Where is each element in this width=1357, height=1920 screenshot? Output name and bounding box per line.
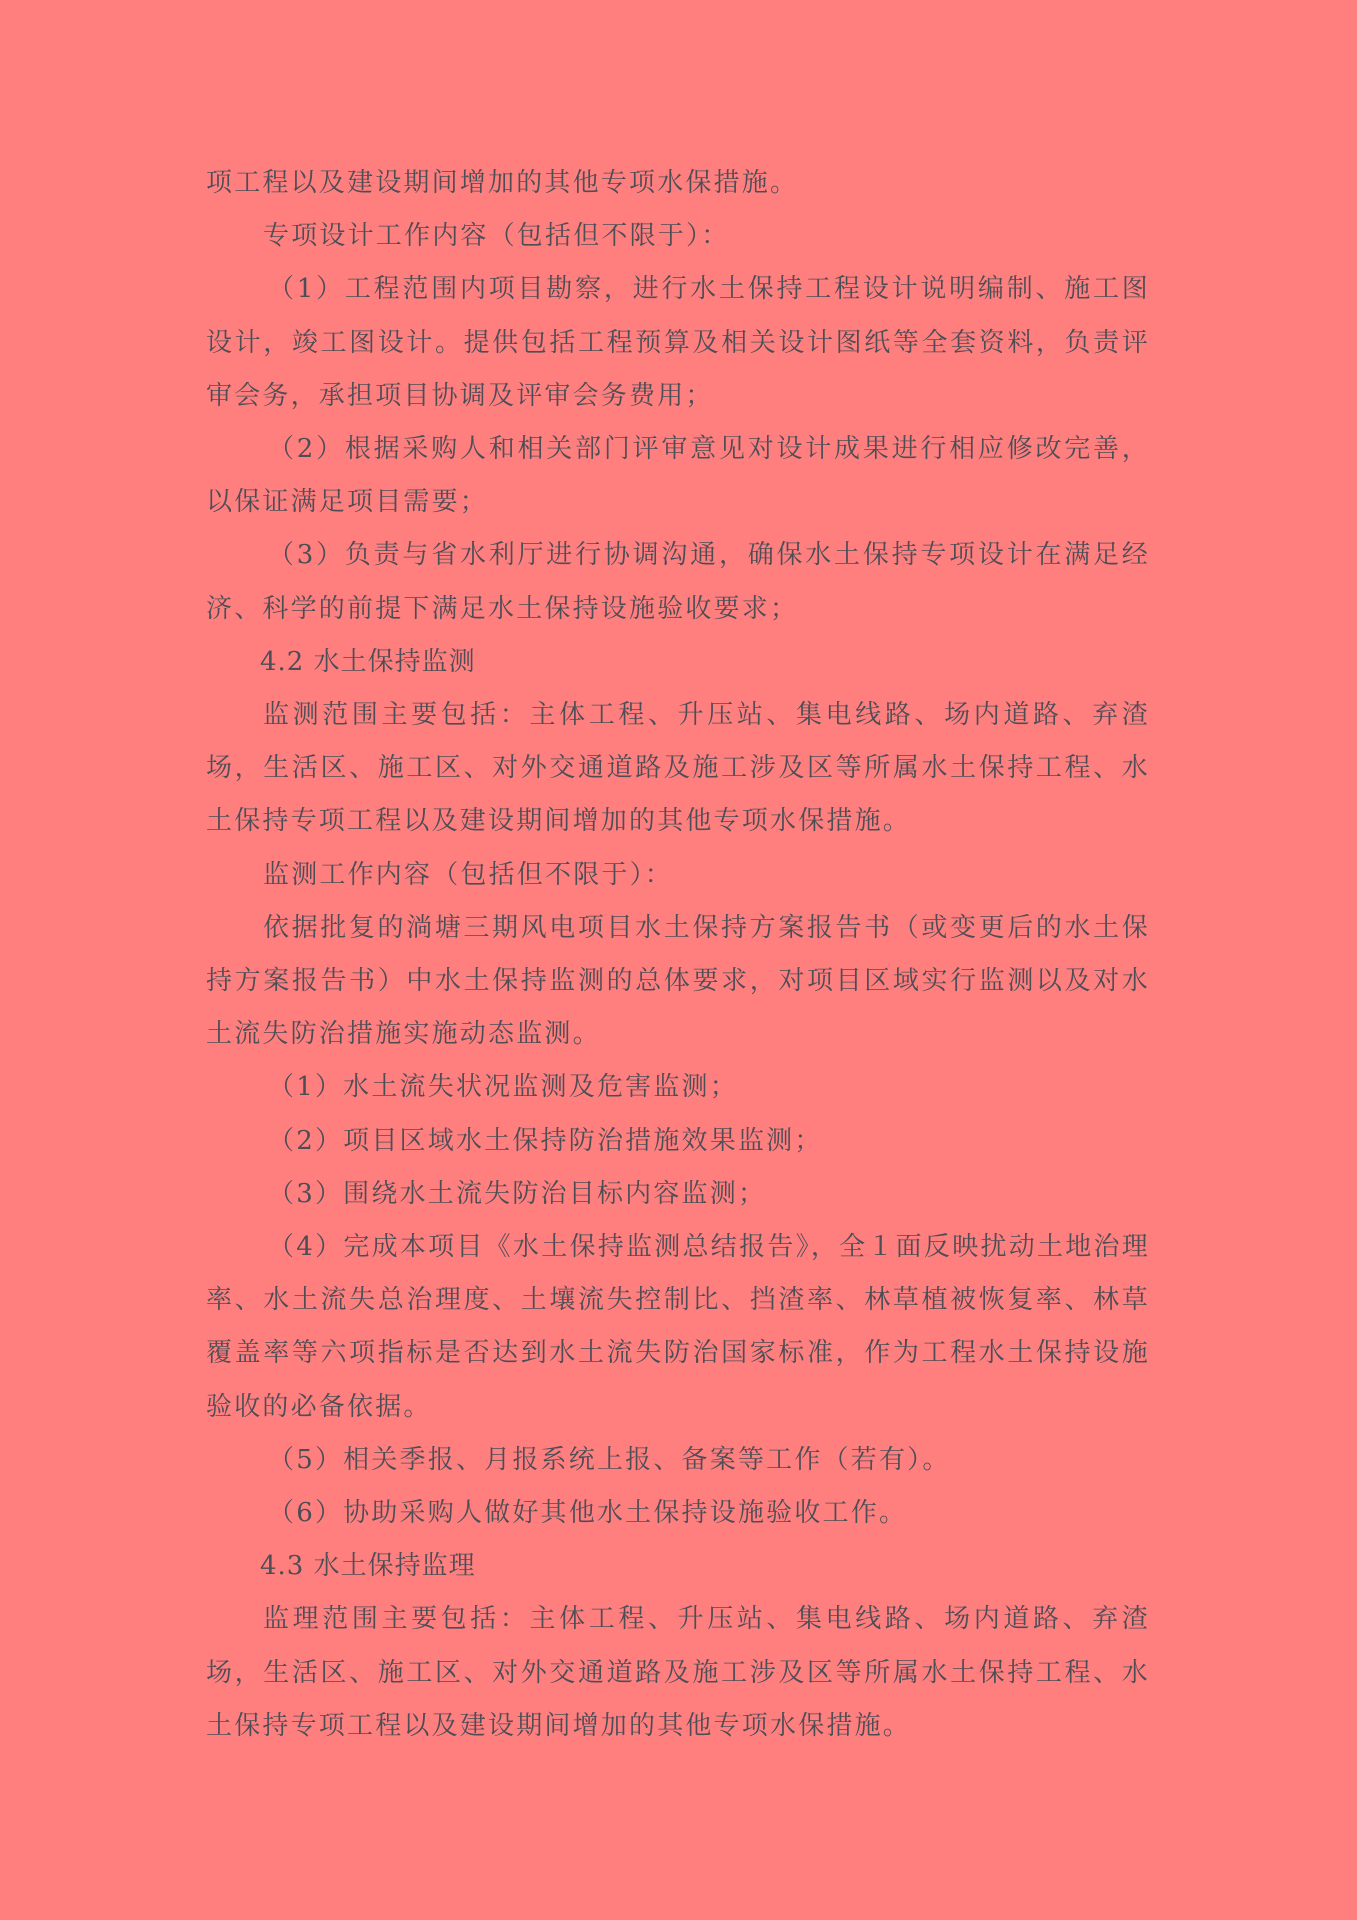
paragraph-continuation: 项工程以及建设期间增加的其他专项水保措施。 [206, 168, 799, 198]
section-heading-4-2: 4.2 水土保持监测 [260, 646, 476, 677]
paragraph-monitoring-basis: 依据批复的淌塘三期风电项目水土保持方案报告书（或变更后的水土保持方案报告书）中水土保持监测的总体要求，对项目区域实行监测以及对水土流失防治措施实施动态监测。 [206, 912, 1150, 1050]
paragraph-monitoring-content-intro: 监测工作内容（包括但不限于）： [263, 859, 674, 890]
list-item-monitoring-1: （1）水土流失状况监测及危害监测； [268, 1072, 738, 1103]
list-item-monitoring-5: （5）相关季报、月报系统上报、备案等工作（若有）。 [268, 1444, 951, 1475]
list-item-design-1: （1）工程范围内项目勘察，进行水土保持工程设计说明编制、施工图设计，竣工图设计。提供包括工程预算及相关设计图纸等全套资料，负责评审会务，承担项目协调及评审会务费用； [206, 274, 1150, 411]
list-item-design-3: （3）负责与省水利厅进行协调沟通，确保水土保持专项设计在满足经济、科学的前提下满足水土保持设施验收要求； [206, 540, 1150, 624]
paragraph-design-scope-intro: 专项设计工作内容（包括但不限于）： [263, 221, 730, 252]
section-heading-4-3: 4.3 水土保持监理 [260, 1551, 476, 1582]
list-item-design-2: （2）根据采购人和相关部门评审意见对设计成果进行相应修改完善，以保证满足项目需要； [206, 434, 1150, 518]
paragraph-supervision-scope: 监理范围主要包括：主体工程、升压站、集电线路、场内道路、弃渣场，生活区、施工区、对外交通道路及施工涉及区等所属水土保持工程、水土保持专项工程以及建设期间增加的其他专项水保措施。 [206, 1604, 1150, 1741]
paragraph-monitoring-scope: 监测范围主要包括：主体工程、升压站、集电线路、场内道路、弃渣场，生活区、施工区、对外交通道路及施工涉及区等所属水土保持工程、水土保持专项工程以及建设期间增加的其他专项水保措施。 [206, 700, 1150, 837]
list-item-monitoring-2: （2）项目区域水土保持防治措施效果监测； [268, 1125, 823, 1156]
list-item-monitoring-6: （6）协助采购人做好其他水土保持设施验收工作。 [268, 1498, 908, 1529]
document-page [206, 157, 1150, 1753]
list-item-monitoring-4: （4）完成本项目《水土保持监测总结报告》，全１面反映扰动土地治理率、水土流失总治理度、土壤流失控制比、挡渣率、林草植被恢复率、林草覆盖率等六项指标是否达到水土流失防治国家标准，作为工程水土保持设施验收的必备依据。 [206, 1232, 1150, 1422]
list-item-monitoring-3: （3）围绕水土流失防治目标内容监测； [268, 1178, 767, 1209]
